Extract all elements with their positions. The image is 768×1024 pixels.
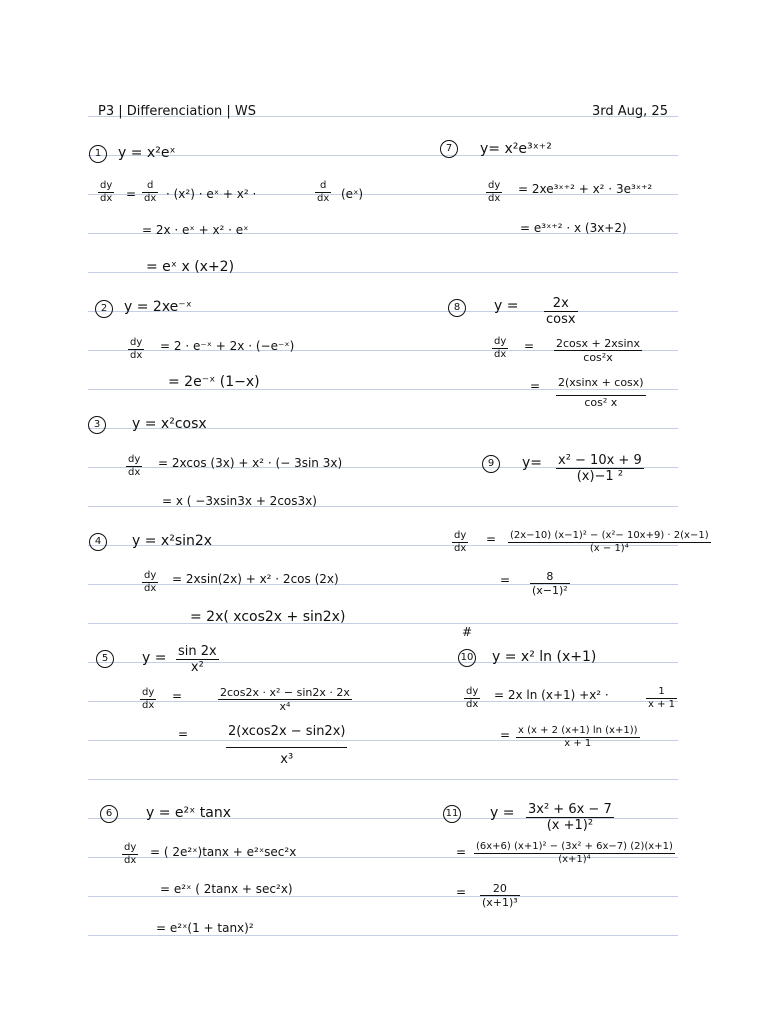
problem-question: y = e²ˣ tanx (146, 805, 232, 821)
hash-marker: # (462, 625, 473, 639)
fraction-expression: $\frac{2\cos x + 2xsinx}{\text{cos²x}}$ (556, 337, 641, 364)
fraction-expression: $\frac{\text{2cos2x · x² − sin2x · 2x}}{\text{x⁴}}$ (220, 686, 350, 713)
working-line: = eˣ x (x+2) (146, 259, 235, 275)
dy-dx: $\frac{dy}{dx}$ (488, 180, 501, 204)
dy-dx: $\frac{dy}{dx}$ (144, 570, 157, 594)
working-line: = e²ˣ ( 2tanx + sec²x) (160, 882, 293, 896)
problem-question: $\frac{\sin 2x}{\text{x²}}$ (178, 644, 217, 675)
problem-number: 2 (95, 300, 113, 318)
problem-number: 6 (100, 805, 118, 823)
equals-sign: = (500, 728, 511, 742)
fraction-expression: $\frac{x (x + 2 (x+1) \ln (x+1))}{x + 1}$ (518, 725, 638, 749)
working-line: = x ( −3xsin3x + 2cos3x) (162, 494, 317, 508)
page-date: 3rd Aug, 25 (592, 104, 668, 119)
fraction-expression: $\frac{2(xsinx + \cos x)}{\text{cos² x}}$ (558, 376, 644, 409)
fraction-expression: $\frac{8}{\text{(x−1)²}}$ (532, 570, 568, 597)
problem-number: 9 (482, 455, 500, 473)
working-line: = 2 · e⁻ˣ + 2x · (−e⁻ˣ) (160, 339, 295, 353)
working-line: = e²ˣ(1 + tanx)² (156, 921, 254, 935)
problem-number: 3 (88, 416, 106, 434)
equals-sign: = (500, 573, 511, 587)
equation-lhs: y= (522, 455, 543, 471)
problem-number: 1 (89, 145, 107, 163)
dy-dx: $\frac{dy}{dx}$ (100, 180, 113, 204)
dy-dx: $\frac{dy}{dx}$ (142, 687, 155, 711)
problem-question: $\frac{\text{3x² + 6x − 7}}{\text{(x +1)²}}$ (528, 802, 612, 833)
problem-number: 8 (448, 299, 466, 317)
problem-question: y= x²e³ˣ⁺² (480, 141, 552, 157)
equals-sign: = (456, 885, 467, 899)
problem-number: 10 (458, 649, 476, 667)
equation-lhs: y = (494, 298, 519, 314)
problem-number: 11 (443, 805, 461, 823)
equals-sign: = (486, 532, 497, 546)
derivative-operator: $\frac{d}{dx}$ (317, 180, 330, 204)
problem-question: $\frac{2x}{\cos x}$ (546, 296, 576, 327)
dy-dx: $\frac{dy}{dx}$ (466, 686, 479, 710)
problem-question: y = x² ln (x+1) (492, 649, 597, 665)
problem-question: $\frac{\text{x² − 10x + 9}}{\text{(x)−1 ²}}$ (558, 453, 642, 484)
fraction-expression: $\frac{1}{x + 1}$ (648, 686, 676, 710)
math-expression: (eˣ) (341, 187, 364, 201)
math-expression: · (x²) · eˣ + x² · (166, 187, 257, 201)
working-line: = 2x( xcos2x + sin2x) (190, 609, 346, 625)
working-line: = 2x ln (x+1) +x² · (494, 688, 609, 702)
equals-sign: = (524, 339, 535, 353)
fraction-expression: $\frac{20}{\text{(x+1)³}}$ (482, 882, 518, 909)
working-line: = 2x · eˣ + x² · eˣ (142, 223, 249, 237)
problem-question: y = 2xe⁻ˣ (124, 299, 192, 315)
working-line: = 2xe³ˣ⁺² + x² · 3e³ˣ⁺² (518, 182, 653, 196)
rule-line (88, 779, 678, 780)
derivative-operator: $\frac{d}{dx}$ (144, 180, 157, 204)
equals-sign: = (126, 187, 137, 201)
working-line: = e³ˣ⁺² · x (3x+2) (520, 221, 627, 235)
dy-dx: $\frac{dy}{dx}$ (130, 337, 143, 361)
rule-line (88, 155, 678, 156)
problem-number: 7 (440, 140, 458, 158)
equals-sign: = (456, 845, 467, 859)
dy-dx: $\frac{dy}{dx}$ (494, 336, 507, 360)
problem-question: y = x²sin2x (132, 533, 213, 549)
fraction-expression: $\frac{2(xcos2x - \sin 2x)}{\text{x³}}$ (228, 724, 346, 767)
page-title: P3 | Differenciation | WS (98, 104, 257, 119)
problem-question: y = x²cosx (132, 416, 207, 432)
equation-lhs: y = (490, 805, 515, 821)
equals-sign: = (530, 379, 541, 393)
rule-line (88, 623, 678, 624)
dy-dx: $\frac{dy}{dx}$ (454, 530, 467, 554)
dy-dx: $\frac{dy}{dx}$ (124, 842, 137, 866)
equals-sign: = (172, 689, 183, 703)
fraction-expression: $\frac{\text{(6x+6) (x+1)² − (3x² + 6x−7) (2)(x+1)}}{\text{(x+1)⁴}}$ (476, 841, 673, 865)
equals-sign: = (178, 727, 189, 741)
problem-question: y = x²eˣ (118, 145, 176, 161)
working-line: = 2xsin(2x) + x² · 2cos (2x) (172, 572, 339, 586)
working-line: = ( 2e²ˣ)tanx + e²ˣsec²x (150, 845, 297, 859)
fraction-expression: $\frac{\text{(2x−10) (x−1)² − (x²− 10x+9) · 2(x−1)}}{\text{(x − 1)⁴}}$ (510, 530, 709, 554)
problem-number: 5 (96, 650, 114, 668)
problem-number: 4 (89, 533, 107, 551)
dy-dx: $\frac{dy}{dx}$ (128, 454, 141, 478)
equation-lhs: y = (142, 650, 167, 666)
working-line: = 2xcos (3x) + x² · (− 3sin 3x) (158, 456, 343, 470)
working-line: = 2e⁻ˣ (1−x) (168, 374, 260, 390)
